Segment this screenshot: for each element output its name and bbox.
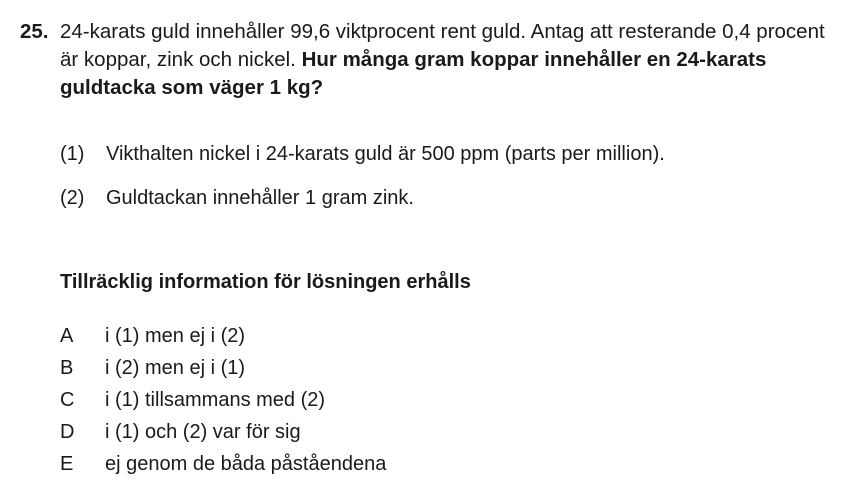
option-letter: A xyxy=(60,325,74,347)
option-letter: C xyxy=(60,389,75,411)
option-text: ej genom de båda påståendena xyxy=(105,453,387,475)
instruction-heading: Tillräcklig information för lösningen erhålls xyxy=(60,271,471,293)
option-letter: D xyxy=(60,421,75,443)
statement-number: (1) xyxy=(60,143,85,165)
option-text: i (1) och (2) var för sig xyxy=(105,421,301,443)
question-number: 25. xyxy=(20,20,49,43)
option-text: i (1) men ej i (2) xyxy=(105,325,246,347)
statement-number: (2) xyxy=(60,187,85,209)
option-text: i (1) tillsammans med (2) xyxy=(105,389,326,411)
option-text: i (2) men ej i (1) xyxy=(105,357,246,379)
question-text-plain: 24-karats guld innehåller 99,6 viktprocent rent guld. Antag att resterande 0,4 procent är koppar, zink och nickel. xyxy=(60,20,825,71)
option-letter: B xyxy=(60,357,74,379)
question-block xyxy=(20,18,840,102)
option-letter: E xyxy=(60,453,74,475)
statement-text: Vikthalten nickel i 24-karats guld är 500 ppm (parts per million). xyxy=(106,143,665,165)
statement-text: Guldtackan innehåller 1 gram zink. xyxy=(106,187,414,209)
question-text-bold: Hur många gram koppar innehåller en 24-karats guldtacka som väger 1 kg? xyxy=(60,48,767,99)
question-text xyxy=(20,18,840,102)
